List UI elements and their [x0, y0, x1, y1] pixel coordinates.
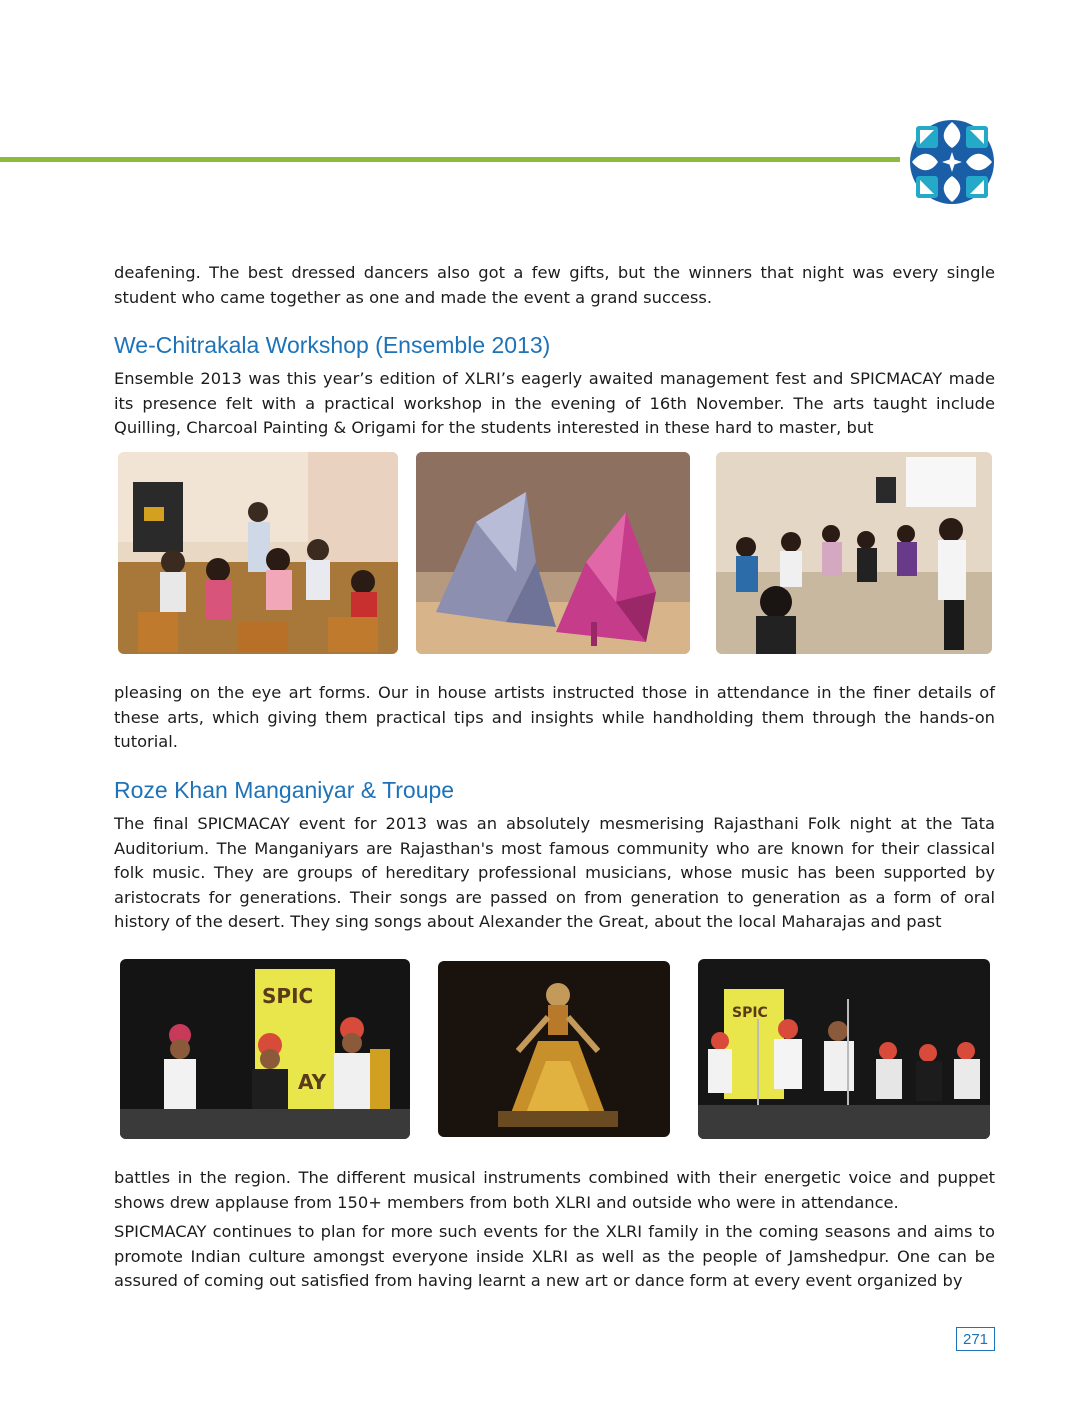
workshop-photo-circle [716, 452, 992, 654]
section-heading-manganiyar: Roze Khan Manganiyar & Troupe [114, 777, 455, 803]
manganiyar-paragraph-3: SPICMACAY continues to plan for more such events for the XLRI family in the coming seasons and aims to promote Indian culture amongst everyone inside XLRI as well as the people of Jamshedpur. One can be assured of coming out satisfied from having learnt a new art or dance form at every event organized by [114, 1222, 995, 1290]
page-number: 271 [956, 1327, 995, 1351]
manganiyar-paragraph-2: battles in the region. The different musical instruments combined with their energetic voice and puppet shows drew applause from 150+ members from both XLRI and outside who were in attendance. [114, 1168, 995, 1212]
workshop-paragraph-1: Ensemble 2013 was this year’s edition of XLRI’s eagerly awaited management fest and SPICMACAY made its presence felt with a practical workshop in the evening of 16th November. The arts taught include Quilling, Charcoal Painting & Origami for the students interested in these hard to master, but [114, 369, 995, 437]
section-heading-workshop: We-Chitrakala Workshop (Ensemble 2013) [114, 332, 551, 358]
workshop-paragraph-2: pleasing on the eye art forms. Our in house artists instructed those in attendance in the finer details of these arts, which giving them practical tips and insights while handholding them through the hands-on tutorial. [114, 683, 995, 751]
spicmacay-logo-icon [908, 118, 996, 206]
banner-spic-text: SPIC [262, 984, 314, 1008]
manganiyar-photo-row [114, 957, 995, 1145]
manganiyar-photo-musicians-1 [120, 959, 410, 1139]
manganiyar-photo-musicians-2 [698, 959, 990, 1139]
banner-spic-text-2: SPIC [732, 1005, 768, 1021]
header-rule [0, 157, 900, 162]
workshop-photo-origami [416, 452, 690, 654]
manganiyar-paragraph-1: The final SPICMACAY event for 2013 was an absolutely mesmerising Rajasthani Folk night at the Tata Auditorium. The Manganiyars are Rajasthan's most famous community who are known for their classical folk music. They are groups of hereditary professional musicians, whose music has been supported by aristocrats for generations. Their songs are passed on from generation to generation as a form of oral history of the desert. They sing songs about Alexander the Great, about the local Maharajas and past [114, 814, 995, 931]
manganiyar-photo-puppet [438, 961, 670, 1137]
workshop-photo-classroom [118, 452, 398, 654]
workshop-photo-row [114, 452, 995, 662]
intro-paragraph: deafening. The best dressed dancers also got a few gifts, but the winners that night was every single student who came together as one and made the event a grand success. [114, 263, 995, 307]
banner-ay-text: AY [298, 1070, 327, 1094]
